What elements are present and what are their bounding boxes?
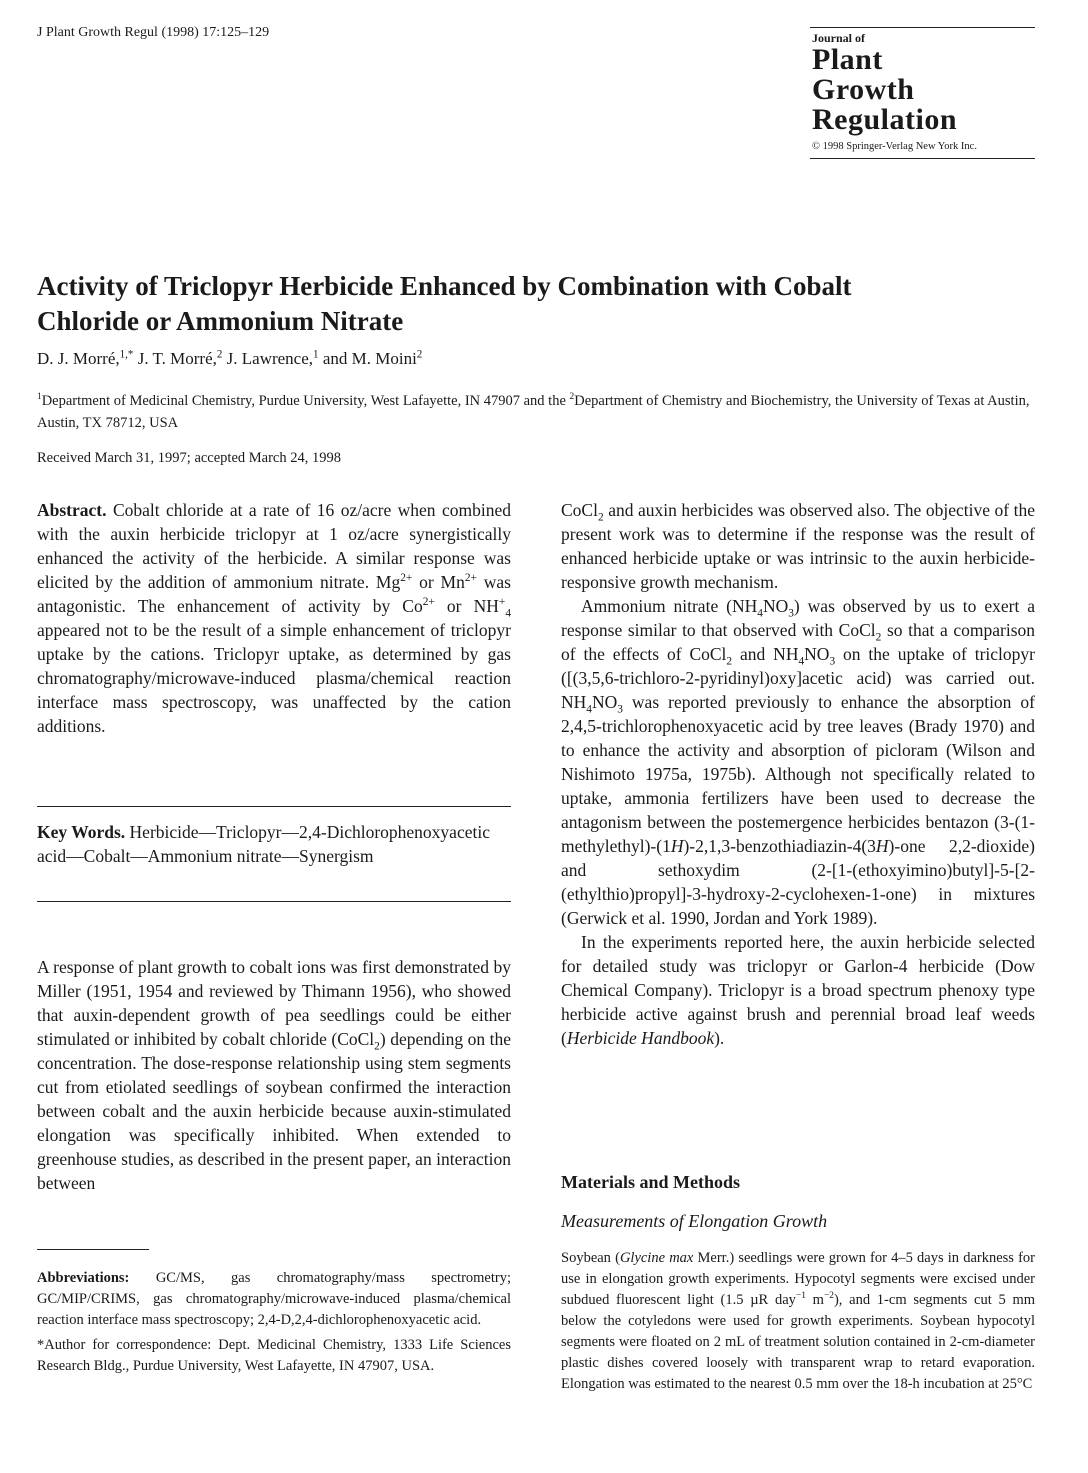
rp1-text-1: CoCl — [561, 500, 598, 520]
intro-right — [561, 498, 1035, 1050]
methods-subheading: Measurements of Elongation Growth — [561, 1211, 828, 1231]
footnote-rule — [37, 1249, 149, 1250]
rp2-t10: )-2,1,3-benzothiadiazin-4(3 — [683, 836, 876, 856]
methods-t4: ), and 1-cm segments cut 5 mm below the cotyledons were used for growth experiments. Soybean hypocotyl segments were floated on 2 mL of treatment solution contained in 2-cm-diameter plastic dishes covered loosely with transparent wrap to retard evaporation. Elongation was estimated to the nearest 0.5 mm over the 18-h incubation at 25°C — [561, 1292, 1036, 1392]
keywords — [37, 820, 511, 868]
abstract-text-1: Cobalt chloride at a rate of 16 oz/acre when combined with the auxin herbicide triclopyr at 1 oz/acre synergistically enhanced the activity of the herbicide. A similar response was elicited by the addition of ammonium nitrate. Mg — [37, 500, 511, 592]
methods-heading: Materials and Methods — [561, 1172, 740, 1192]
author-4-affil: 2 — [416, 348, 423, 361]
abbreviations-text: GC/MS, gas chromatography/mass spectrometry; GC/MIP/CRIMS, gas chromatography/microwave-induced plasma/chemical reaction interface mass spectroscopy; 2,4-D,2,4-dichlorophenoxyacetic acid. — [37, 1270, 511, 1328]
author-2: J. T. Morré, — [133, 349, 217, 368]
abstract-label: Abstract. — [37, 500, 107, 520]
intro-left — [37, 955, 511, 1195]
intro-sub: 2 — [374, 1040, 380, 1053]
methods-sup2: −2 — [823, 1291, 834, 1302]
rp2-t7: on the uptake of triclopyr ([(3,5,6-trichloro-2-pyridinyl)oxy]acetic acid) was carried out. NH — [561, 644, 1035, 712]
rp2-t9: was reported previously to enhance the absorption of 2,4,5-trichlorophenoxyacetic acid by tree leaves (Brady 1970) and to enhance the activity and absorption of picloram (Wilson and Nishimoto 1975a, 1975b). Although not specifically related to uptake, ammonia fertilizers have been used to decrease the antagonism between the postemergence herbicides bentazon (3-(1-methylethyl)-(1 — [561, 692, 1035, 856]
methods-sup1: −1 — [795, 1291, 806, 1302]
received-dates: Received March 31, 1997; accepted March 24, 1998 — [37, 450, 341, 466]
author-list — [37, 349, 422, 369]
logo-line-journal-of: Journal of — [812, 31, 866, 45]
keywords-rule-bottom — [37, 901, 511, 902]
mg-charge: 2+ — [400, 572, 413, 585]
author-3-affil: 1 — [313, 348, 319, 361]
affiliations — [37, 390, 1037, 434]
rp2-s5: 4 — [798, 655, 805, 668]
rp2-s6: 3 — [829, 655, 836, 668]
abbreviations-label: Abbreviations: — [37, 1270, 130, 1286]
methods-i1: Glycine max — [619, 1250, 694, 1266]
nh-subscript: 4 — [505, 607, 511, 620]
rp2-t8: NO — [591, 692, 618, 712]
rp1-text-2: and auxin herbicides was observed also. The objective of the present work was to determine if the response was the result of enhanced herbicide uptake or was intrinsic to the auxin herbicide-responsive growth mechanism. — [561, 500, 1035, 592]
rp2-s3: 2 — [875, 631, 882, 644]
intro-text-2: ) depending on the concentration. The dose-response relationship using stem segments cut from etiolated seedlings of soybean confirmed the interaction between cobalt and the auxin herbicide because auxin-stimulated elongation was specifically inhibited. When extended to greenhouse studies, as described in the present paper, an interaction between — [37, 1029, 512, 1193]
rp2-s2: 3 — [788, 607, 794, 620]
rp3-t2: ). — [714, 1028, 725, 1048]
mn-charge: 2+ — [464, 572, 477, 585]
keywords-text: Herbicide—Triclopyr—2,4-Dichlorophenoxyacetic acid—Cobalt—Ammonium nitrate—Synergism — [37, 822, 490, 866]
rp3-t1: In the experiments reported here, the auxin herbicide selected for detailed study was triclopyr or Garlon-4 herbicide (Dow Chemical Company). Triclopyr is a broad spectrum phenoxy type herbicide active against brush and perennial broad leaf weeds ( — [561, 932, 1035, 1048]
co-charge: 2+ — [422, 596, 435, 609]
rp2-i1: H — [670, 836, 684, 856]
affil-2: Department of Chemistry and Biochemistry, the University of Texas at Austin, Austin, TX 78712, USA — [37, 393, 1030, 431]
methods-t1: Soybean ( — [561, 1250, 620, 1266]
abstract-text-3: was antagonistic. The enhancement of activity by Co — [37, 572, 511, 616]
logo-line-plant: Plant — [812, 43, 883, 76]
author-2-affil: 2 — [216, 348, 223, 361]
rp2-t2: NO — [762, 596, 789, 616]
intro-text-1: A response of plant growth to cobalt ions was first demonstrated by Miller (1951, 1954 and reviewed by Thimann 1956), who showed that auxin-dependent growth of pea seedlings could be either stimulated or inhibited by cobalt chloride (CoCl — [37, 957, 511, 1049]
footnotes — [37, 1268, 511, 1377]
rp2-t11: )-one 2,2-dioxide) and sethoxydim (2-[1-(ethoxyimino)butyl]-5-[2-(ethylthio)propyl]-3-hydroxy-2-cyclohexen-1-one) in mixtures (Gerwick et al. 1990, Jordan and York 1989). — [561, 836, 1035, 928]
logo-line-growth: Growth — [812, 73, 915, 106]
rp2-t4: so that a comparison of the effects of CoCl — [561, 620, 1036, 664]
logo-line-regulation: Regulation — [812, 103, 958, 136]
rp1-sub: 2 — [597, 511, 604, 524]
author-1: D. J. Morré, — [37, 349, 120, 368]
keywords-label: Key Words. — [37, 822, 126, 842]
title-line-1: Activity of Triclopyr Herbicide Enhanced by Combination with Cobalt — [37, 271, 852, 301]
rp2-t3: ) was observed by us to exert a response similar to that observed with CoCl — [561, 596, 1036, 640]
author-4: and M. Moini — [318, 349, 417, 368]
abstract — [37, 498, 511, 738]
abstract-text-2: or Mn — [412, 572, 465, 592]
keywords-rule-top — [37, 806, 511, 807]
journal-logo — [810, 27, 1035, 159]
rp2-t1: Ammonium nitrate (NH — [581, 596, 758, 616]
rp2-s1: 4 — [757, 607, 763, 620]
author-1-affil: 1,* — [119, 348, 134, 361]
nh-charge: + — [498, 596, 506, 609]
author-3: J. Lawrence, — [222, 349, 314, 368]
logo-copyright: © 1998 Springer-Verlag New York Inc. — [812, 141, 977, 152]
affil-marker-2: 2 — [569, 392, 575, 403]
rp2-t5: and NH — [732, 644, 799, 664]
affil-marker-1: 1 — [37, 392, 42, 403]
article-title — [37, 269, 1037, 339]
correspondence-note: *Author for correspondence: Dept. Medicinal Chemistry, 1333 Life Sciences Research Bldg., Purdue University, West Lafayette, IN 47907, USA. — [37, 1337, 511, 1374]
methods-t2: Merr.) seedlings were grown for 4–5 days in darkness for use in elongation growth experiments. Hypocotyl segments were excised under subdued fluorescent light (1.5 µR day — [561, 1250, 1036, 1308]
methods-text — [561, 1248, 1035, 1395]
affil-1: Department of Medicinal Chemistry, Purdue University, West Lafayette, IN 47907 and the — [41, 393, 570, 409]
rp2-s8: 3 — [617, 703, 623, 716]
abstract-text-4: or NH — [434, 596, 499, 616]
title-line-2: Chloride or Ammonium Nitrate — [37, 306, 404, 336]
journal-citation: J Plant Growth Regul (1998) 17:125–129 — [37, 25, 270, 40]
abstract-text-5: appeared not to be the result of a simple enhancement of triclopyr uptake by the cations. Triclopyr uptake, as determined by gas chromatography/microwave-induced plasma/chemical reaction interface mass spectroscopy, was unaffected by the cation additions. — [37, 620, 511, 736]
methods-t3: m — [805, 1292, 824, 1308]
rp2-t6: NO — [804, 644, 830, 664]
rp3-i1: Herbicide Handbook — [566, 1028, 715, 1048]
rp2-s4: 2 — [726, 655, 733, 668]
rp2-i2: H — [875, 836, 889, 856]
rp2-s7: 4 — [586, 703, 592, 716]
